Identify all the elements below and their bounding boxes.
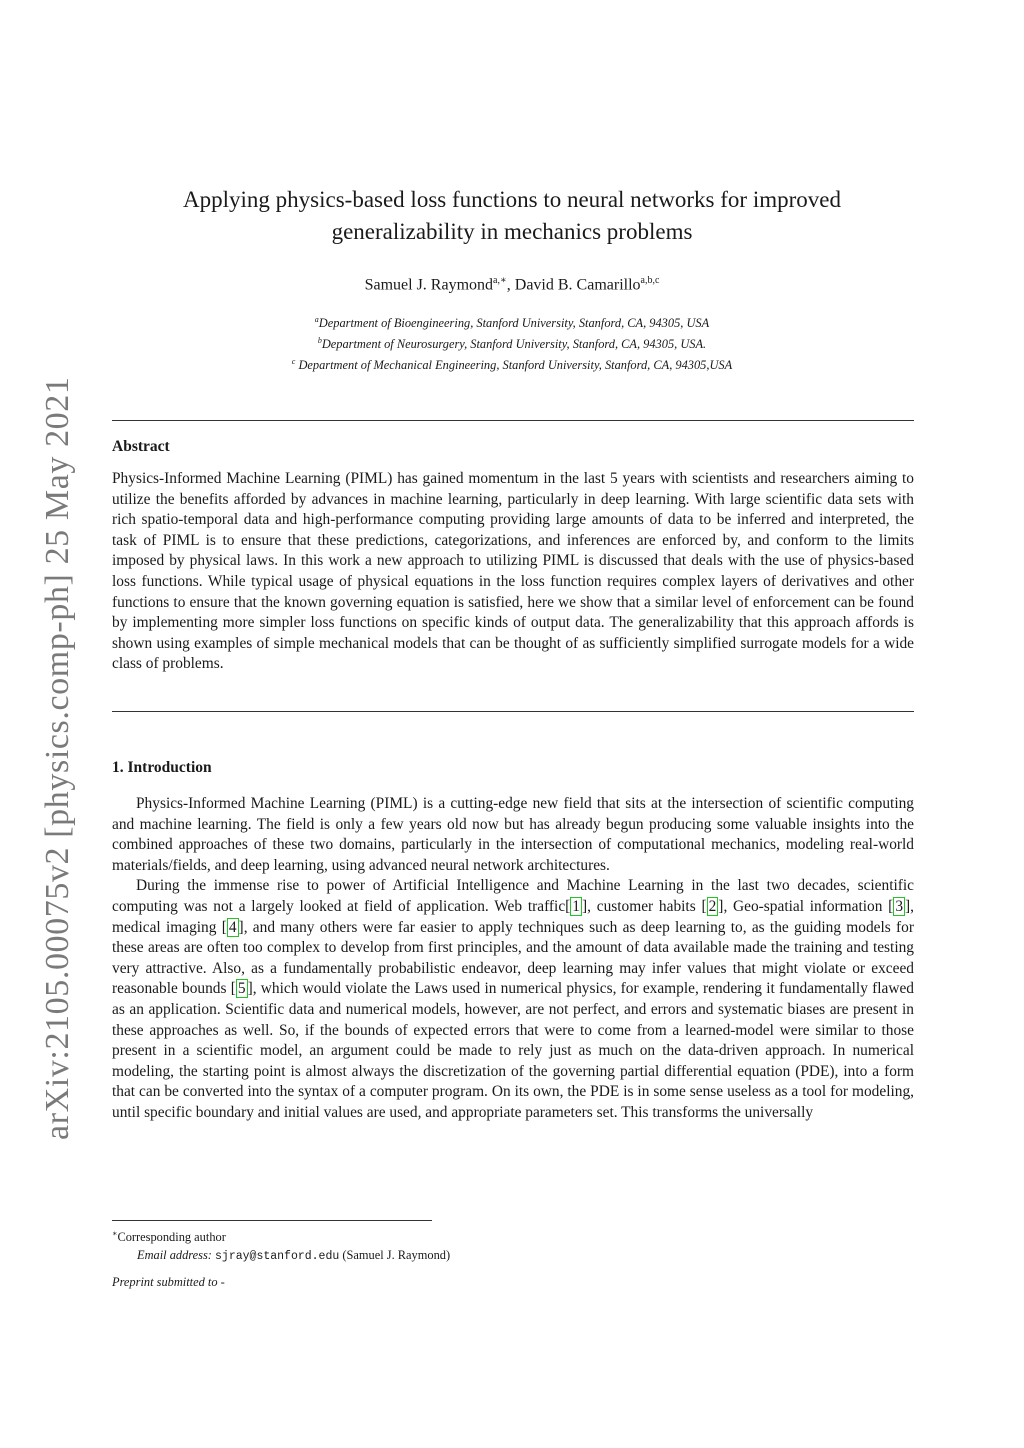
- footnote-corresponding: [112, 1225, 914, 1246]
- affiliation-text: Department of Mechanical Engineering, Stanford University, Stanford, CA, 94305,USA: [295, 358, 733, 373]
- paper-title: [112, 184, 912, 248]
- citation-link-4[interactable]: 4: [228, 918, 237, 936]
- author-list: Samuel J. Raymond$^{a,∗}$, David B. Camarillo$^{a,b,c}$: [364, 275, 660, 294]
- text-run: , Geo-spatial information: [723, 897, 889, 915]
- footnote: [112, 1225, 914, 1266]
- email-owner: (Samuel J. Raymond): [342, 1248, 451, 1263]
- affiliation: [112, 332, 912, 353]
- citation-link-1[interactable]: 1: [572, 897, 580, 915]
- preprint-notice: Preprint submitted to -: [112, 1275, 225, 1289]
- text-run: , and many others were far easier to apply techniques such as deep learning to, as the guiding models for these areas are often too complex to develop from first principles, and the amount of data available made the training and testing very attractive. Also, as a fundamentally probabilistic endeavor, deep learning may infer values that might violate or exceed reasonable bounds: [112, 918, 914, 998]
- author-name: Samuel J. Raymond: [364, 276, 494, 294]
- introduction-body: [112, 794, 914, 1124]
- arxiv-identifier-text: arXiv:2105.00075v2 [physics.comp-ph] 25 May 2021: [39, 376, 76, 1140]
- text-run: , medical imaging: [112, 897, 915, 936]
- arxiv-identifier: [36, 376, 80, 1140]
- email-label: Email address:: [137, 1248, 212, 1263]
- title-line-2: generalizability in mechanics problems: [331, 219, 693, 244]
- intro-paragraph-1: Physics-Informed Machine Learning (PIML) is a cutting-edge new field that sits at the intersection of scientific computing and machine learning. The field is only a few years old now but has already begun producing some valuable insights into the combined approaches of these two domains, particularly in the intersection of computational mechanics, modeling real-world materials/fields, and deep learning, using advanced neural network architectures.: [112, 795, 914, 874]
- author-name: David B. Camarillo: [514, 276, 641, 294]
- footnote-mark: ∗: [112, 1229, 118, 1238]
- abstract-heading: Abstract: [112, 438, 170, 455]
- affiliation-mark: a: [314, 315, 319, 324]
- abstract-body: [112, 469, 914, 675]
- abstract-top-rule: [112, 420, 914, 421]
- affiliations: [112, 311, 912, 374]
- affiliation-text: Department of Bioengineering, Stanford University, Stanford, CA, 94305, USA: [318, 316, 710, 331]
- text-run: , which would violate the Laws used in numerical physics, for example, rendering it fundamentally flawed as an application. Scientific data and numerical models, however, are not perfect, and errors and systematic biases are present in these approaches as well. So, if the bounds of expected errors that were to come from a learned-model were similar to those present in a scientific model, an argument could be made to rely just as much on the data-driven approach. In numerical modeling, the starting point is almost always the discretization of the governing partial differential equation (PDE), into a form that can be converted into the syntax of a computer program. On its own, the PDE is in some sense useless as a tool for modeling, until specific boundary and initial values are used, and appropriate parameters set. This transforms the universally: [112, 980, 914, 1121]
- affiliation: [112, 311, 912, 332]
- affiliation-text: Department of Neurosurgery, Stanford University, Stanford, CA, 94305, USA.: [321, 337, 707, 352]
- abstract-bottom-rule: [112, 711, 914, 712]
- affiliation-mark: b: [317, 336, 322, 346]
- intro-paragraph-2: During the immense rise to power of Artificial Intelligence and Machine Learning in the last two decades, scientific computing was not a largely looked at field of application. Web traffic[ 1 ], customer habits [ 2 ], Geo-spatial information [ 3 ], medical imaging [ 4 ], and many others were far easier to apply techniques such as deep learning to, as the guiding models for these areas are often too complex to develop from first principles, and the amount of data available made the training and testing very attractive. Also, as a fundamentally probabilistic endeavor, deep learning may infer values that might violate or exceed reasonable bounds [ 5 ], which would violate the Laws used in numerical physics, for example, rendering it fundamentally flawed as an application. Scientific data and numerical models, however, are not perfect, and errors and systematic biases are present in these approaches as well. So, if the bounds of expected errors that were to come from a learned-model were similar to those present in a scientific model, an argument could be made to rely just as much on the data-driven approach. In numerical modeling, the starting point is almost always the discretization of the governing partial differential equation (PDE), into a form that can be converted into the syntax of a computer program. On its own, the PDE is in some sense useless as a tool for modeling, until specific boundary and initial values are used, and appropriate parameters set. This transforms the universally: [112, 877, 915, 1121]
- citation-link-2[interactable]: 2: [708, 897, 717, 915]
- author-affil-marks: a,b,c: [640, 275, 660, 286]
- affiliation: [112, 353, 912, 374]
- author-affil-marks: a,∗: [493, 275, 507, 286]
- section-heading-introduction: 1. Introduction: [112, 759, 212, 776]
- citation-link-5[interactable]: 5: [237, 980, 246, 998]
- footnote-rule: [112, 1220, 432, 1221]
- title-line-1: Applying physics-based loss functions to neural networks for improved: [183, 187, 841, 212]
- text-run: During the immense rise to power of Artificial Intelligence and Machine Learning in the last two decades, scientific computing was not a largely looked at field of application. Web traffic: [112, 877, 914, 915]
- affiliation-mark: c: [291, 357, 296, 367]
- abstract-paragraph: Physics-Informed Machine Learning (PIML) has gained momentum in the last 5 years with scientists and researchers aiming to utilize the benefits afforded by advances in machine learning, particularly in deep learning. With large scientific data sets with rich spatio-temporal data and high-performance computing providing large amounts of data to be inferred and interpreted, the task of PIML is to ensure that these predictions, categorizations, and inferences are enforced by, and conform to the limits imposed by physical laws. In this work a new approach to utilizing PIML is discussed that deals with the use of physics-based loss functions. While typical usage of physical equations in the loss function requires complex layers of derivatives and other functions to ensure that the known governing equation is satisfied, here we show that a similar level of enforcement can be found by implementing more simpler loss functions on specific kinds of output data. The generalizability that this approach affords is shown using examples of simple mechanical models that can be thought of as sufficiently simplified surrogate models for a wide class of problems.: [112, 470, 914, 673]
- footnote-label: Corresponding author: [117, 1230, 226, 1245]
- text-run: , customer habits: [587, 897, 702, 915]
- footnote-email: [112, 1246, 914, 1266]
- email-address[interactable]: sjray@stanford.edu: [215, 1250, 340, 1264]
- citation-link-3[interactable]: 3: [895, 897, 904, 915]
